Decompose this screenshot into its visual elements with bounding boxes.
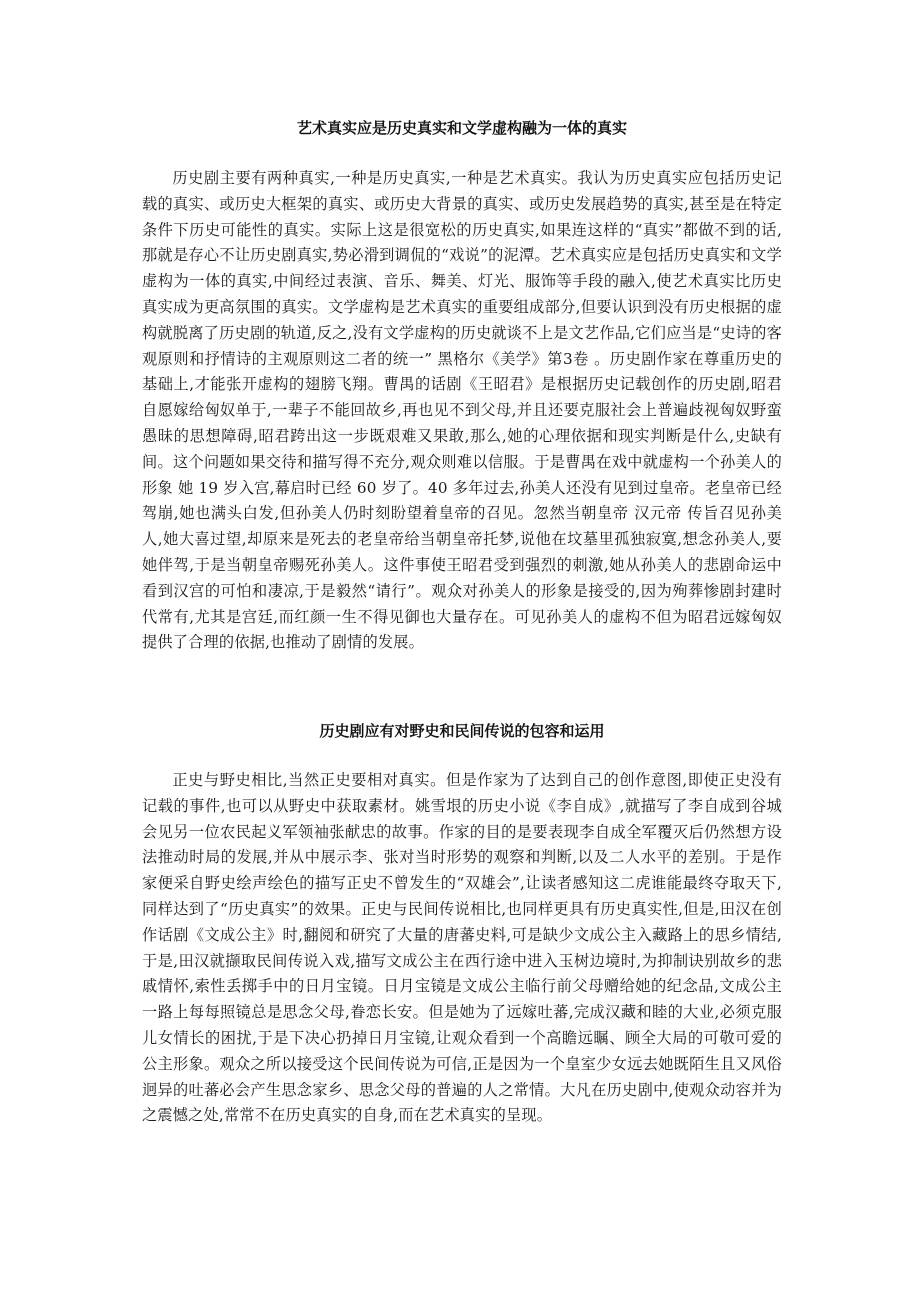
section-paragraph-art-truth: 历史剧主要有两种真实,一种是历史真实,一种是艺术真实。我认为历史真实应包括历史记载的真实、或历史大框架的真实、或历史大背景的真实、或历史发展趋势的真实,甚至是在特定条件下历史可能性的真实。实际上这是很宽松的历史真实,如果连这样的“真实”都做不到的话,那就是存心不让历史剧真实,势必滑到调侃的“戏说”的泥潭。艺术真实应是包括历史真实和文学虚构为一体的真实,中间经过表演、音乐、舞美、灯光、服饰等手段的融入,使艺术真实比历史真实成为更高氛围的真实。文学虚构是艺术真实的重要组成部分,但要认识到没有历史根据的虚构就脱离了历史剧的轨道,反之,没有文学虚构的历史就谈不上是文艺作品,它们应当是“史诗的客观原则和抒情诗的主观原则这二者的统一” 黑格尔《美学》第3卷 。历史剧作家在尊重历史的基础上,才能张开虚构的翅膀飞翔。曹禺的话剧《王昭君》是根据历史记载创作的历史剧,昭君自愿嫁给匈奴单于,一辈子不能回故乡,再也见不到父母,并且还要克服社会上普遍歧视匈奴野蛮愚昧的思想障碍,昭君跨出这一步既艰难又果敢,那么,她的心理依据和现实判断是什么,史缺有间。这个问题如果交待和描写得不充分,观众则难以信服。于是曹禺在戏中就虚构一个孙美人的形象 她 19 岁入宫,幕启时已经 60 岁了。40 多年过去,孙美人还没有见到过皇帝。老皇帝已经驾崩,她也满头白发,但孙美人仍时刻盼望着皇帝的召见。忽然当朝皇帝 汉元帝 传旨召见孙美人,她大喜过望,却原来是死去的老皇帝给当朝皇帝托梦,说他在坟墓里孤独寂寞,想念孙美人,要她伴驾,于是当朝皇帝赐死孙美人。这件事使王昭君受到强烈的刺激,她从孙美人的悲剧命运中看到汉宫的可怕和凄凉,于是毅然“请行”。观众对孙美人的形象是接受的,因为殉葬惨剧封建时代常有,尤其是宫廷,而红颜一生不得见御也大量存在。可见孙美人的虚构不但为昭君远嫁匈奴提供了合理的依据,也推动了剧情的发展。: [142, 169, 782, 652]
section-paragraph-unofficial-history: 正史与野史相比,当然正史要相对真实。但是作家为了达到自己的创作意图,即使正史没有记载的事件,也可以从野史中获取素材。姚雪垠的历史小说《李自成》,就描写了李自成到谷城会见另一位农民起义军领袖张献忠的故事。作家的目的是要表现李自成全军覆灭后仍然想方设法推动时局的发展,并从中展示李、张对当时形势的观察和判断,以及二人水平的差别。于是作家便采自野史绘声绘色的描写正史不曾发生的“双雄会”,让读者感知这二虎谁能最终夺取天下,同样达到了“历史真实”的效果。正史与民间传说相比,也同样更具有历史真实性,但是,田汉在创作话剧《文成公主》时,翻阅和研究了大量的唐蕃史料,可是缺少文成公主入藏路上的思乡情结,于是,田汉就撷取民间传说入戏,描写文成公主在西行途中进入玉树边境时,为抑制诀别故乡的悲戚情怀,索性丢掷手中的日月宝镜。日月宝镜是文成公主临行前父母赠给她的纪念品,文成公主一路上每每照镜总是思念父母,眷恋长安。但是她为了远嫁吐蕃,完成汉藏和睦的大业,必须克服儿女情长的困扰,于是下决心扔掉日月宝镜,让观众看到一个高瞻远瞩、顾全大局的可敬可爱的公主形象。观众之所以接受这个民间传说为可信,正是因为一个皇室少女远去她既陌生且又风俗迥异的吐蕃必会产生思念家乡、思念父母的普遍的人之常情。大凡在历史剧中,使观众动容并为之震憾之处,常常不在历史真实的自身,而在艺术真实的呈现。: [142, 771, 782, 1125]
section-heading-art-truth: 艺术真实应是历史真实和文学虚构融为一体的真实: [296, 119, 627, 137]
section-heading-unofficial-history: 历史剧应有对野史和民间传说的包容和运用: [319, 722, 605, 740]
